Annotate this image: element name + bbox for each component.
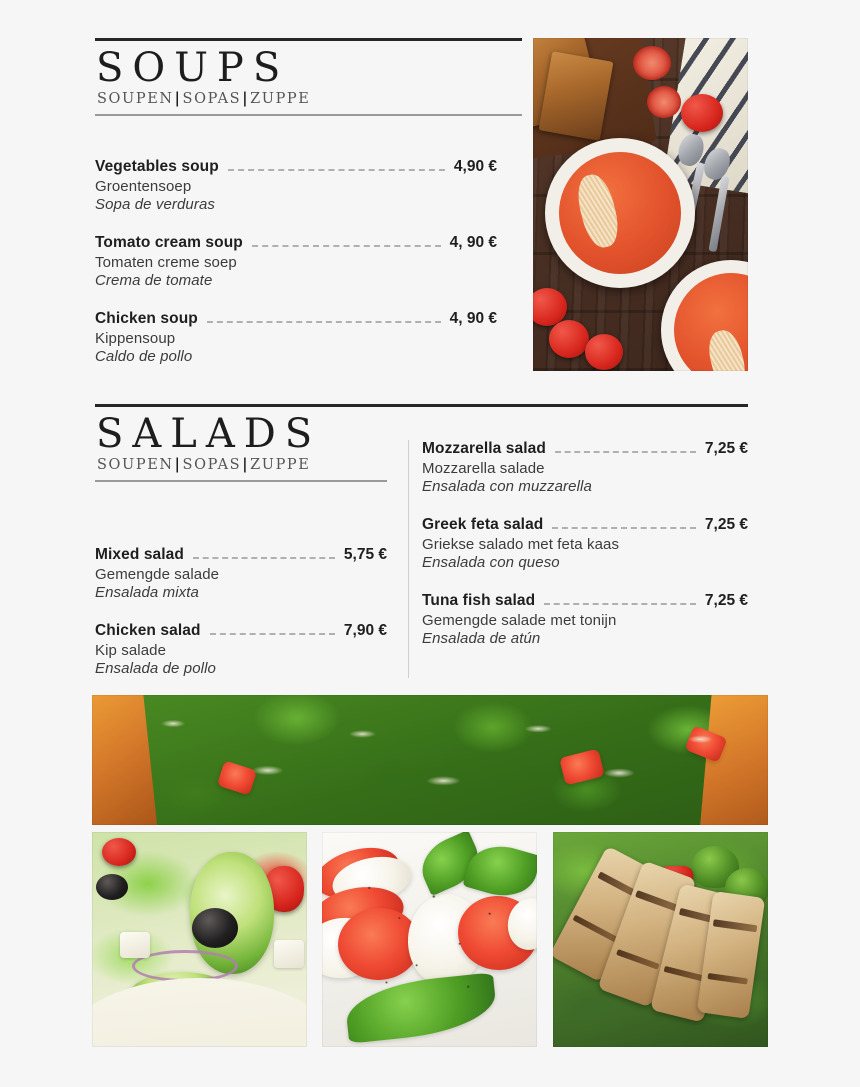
soups-subtitle-part-3: ZUPPE [250, 91, 311, 108]
menu-item [422, 440, 748, 495]
greek-photo-edge [92, 832, 307, 1047]
soup-photo-edge [533, 38, 748, 371]
item-name-spanish: Ensalada con muzzarella [422, 478, 592, 495]
chicken-salad-photo [553, 832, 768, 1047]
salads-item-columns [95, 440, 748, 680]
item-name-spanish: Crema de tomate [95, 272, 213, 289]
salads-right-column [422, 440, 748, 647]
item-name-dutch: Gemengde salade met tonijn [422, 612, 617, 629]
item-name-dutch: Gemengde salade [95, 566, 220, 583]
caprese-photo-edge [322, 832, 537, 1047]
item-name: Tomato cream soup [95, 234, 243, 251]
soups-subtitle-sep-1: | [174, 90, 182, 108]
leader-dots [552, 527, 696, 529]
leader-dots [207, 321, 441, 323]
item-name-dutch: Griekse salado met feta kaas [422, 536, 620, 553]
salads-subtitle-part-2: SOPAS [182, 457, 242, 474]
soups-top-rule [95, 38, 522, 41]
item-price: 7,25 € [704, 440, 748, 457]
item-name: Chicken salad [95, 622, 201, 639]
item-name: Mozzarella salad [422, 440, 546, 457]
item-name-spanish: Caldo de pollo [95, 348, 193, 365]
menu-item [422, 516, 748, 571]
soups-section-header [95, 38, 522, 116]
leader-dots [193, 557, 335, 559]
salads-subtitle-part-1: SOUPEN [97, 457, 174, 474]
leader-dots [210, 633, 335, 635]
item-price: 4,90 € [453, 158, 497, 175]
leader-dots [228, 169, 445, 171]
item-name-spanish: Ensalada con queso [422, 554, 560, 571]
leader-dots [252, 245, 441, 247]
column-divider [408, 440, 409, 678]
salads-subtitle-sep-1: | [174, 456, 182, 474]
item-price: 7,25 € [704, 592, 748, 609]
soups-subtitle-part-2: SOPAS [182, 91, 242, 108]
banner-photo-edge [92, 695, 768, 825]
item-name: Chicken soup [95, 310, 198, 327]
menu-item [422, 592, 748, 647]
soups-subtitle [97, 90, 522, 107]
leader-dots [544, 603, 696, 605]
item-name: Vegetables soup [95, 158, 219, 175]
item-name: Tuna fish salad [422, 592, 536, 609]
menu-item [95, 310, 497, 365]
item-name-spanish: Ensalada mixta [95, 584, 199, 601]
soup-photo [533, 38, 748, 371]
caprese-salad-photo [322, 832, 537, 1047]
item-name: Greek feta salad [422, 516, 544, 533]
salads-left-column [95, 546, 387, 677]
item-name-spanish: Ensalada de atún [422, 630, 541, 647]
item-price: 4, 90 € [449, 234, 497, 251]
salads-top-rule [95, 404, 748, 407]
item-name-dutch: Tomaten creme soep [95, 254, 237, 271]
soups-subtitle-part-1: SOUPEN [97, 91, 174, 108]
item-name-dutch: Kip salade [95, 642, 167, 659]
soups-item-list [95, 158, 497, 365]
item-price: 7,25 € [704, 516, 748, 533]
item-name-spanish: Ensalada de pollo [95, 660, 216, 677]
soups-bottom-rule [95, 114, 522, 116]
salad-banner-photo [92, 695, 768, 825]
salads-subtitle-part-3: ZUPPE [250, 457, 311, 474]
item-price: 7,90 € [343, 622, 387, 639]
leader-dots [555, 451, 696, 453]
menu-item [95, 158, 497, 213]
item-name-spanish: Sopa de verduras [95, 196, 216, 213]
greek-salad-photo [92, 832, 307, 1047]
chicken-photo-edge [553, 832, 768, 1047]
soups-subtitle-sep-2: | [242, 90, 250, 108]
salads-subtitle-sep-2: | [242, 456, 250, 474]
item-price: 5,75 € [343, 546, 387, 563]
salads-title: SALADS [96, 411, 322, 457]
item-price: 4, 90 € [449, 310, 497, 327]
item-name-dutch: Mozzarella salade [422, 460, 545, 477]
soups-title: SOUPS [96, 45, 290, 91]
item-name-dutch: Groentensoep [95, 178, 192, 195]
menu-item [95, 546, 387, 601]
item-name: Mixed salad [95, 546, 184, 563]
menu-item [95, 622, 387, 677]
menu-item [95, 234, 497, 289]
item-name-dutch: Kippensoup [95, 330, 176, 347]
